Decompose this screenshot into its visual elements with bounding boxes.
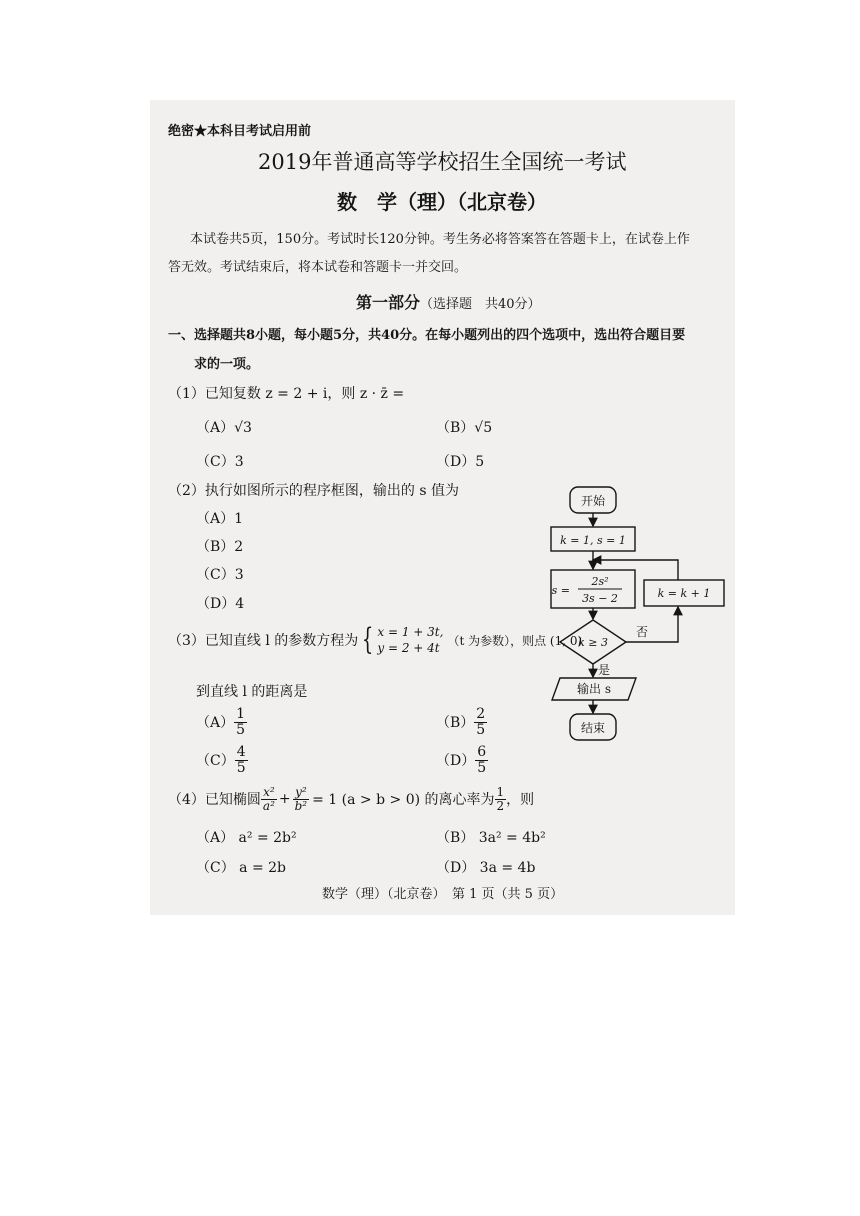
flow-assign-denominator: 3s − 2 bbox=[582, 592, 618, 605]
part-title: 第一部分 bbox=[356, 293, 421, 312]
q3-a-den: 5 bbox=[236, 721, 246, 738]
intro-line-1: 本试卷共5页，150分。考试时长120分钟。考生务必将答案答在答题卡上，在试卷上作 bbox=[190, 232, 690, 247]
q1-option-c: （C）3 bbox=[196, 454, 244, 470]
q3-suffix: （t 为参数），则点 (1, 0) bbox=[447, 633, 583, 648]
q3-b-den: 5 bbox=[476, 721, 486, 738]
q3-eq-1: x = 1 + 3t, bbox=[377, 625, 444, 639]
q3-option-a bbox=[196, 707, 247, 737]
exam-title: 2019年普通高等学校招生全国统一考试 bbox=[258, 150, 627, 174]
flow-end-label: 结束 bbox=[580, 721, 606, 735]
q2-option-b: （B）2 bbox=[196, 539, 244, 555]
flow-assign-lhs: s = bbox=[551, 584, 570, 597]
q4-stem bbox=[168, 786, 534, 812]
q3-d-label: （D） bbox=[436, 753, 476, 770]
q2-option-d: （D）4 bbox=[196, 596, 245, 612]
q3-c-label: （C） bbox=[196, 753, 235, 770]
flow-yes-label: 是 bbox=[598, 663, 611, 677]
q2-stem: （2）执行如图所示的程序框图，输出的 s 值为 bbox=[168, 483, 459, 499]
section-instructions-1: 一、选择题共8小题，每小题5分，共40分。在每小题列出的四个选项中，选出符合题目要 bbox=[168, 328, 686, 343]
section-instructions-2: 求的一项。 bbox=[194, 357, 260, 372]
q4-y-den: b² bbox=[294, 798, 308, 813]
page-footer: 数学（理）（北京卷） 第 1 页（共 5 页） bbox=[322, 887, 564, 902]
q4-option-d: （D） 3a = 4b bbox=[436, 860, 536, 876]
q4-prefix: （4）已知椭圆 bbox=[168, 792, 261, 809]
exam-subtitle: 数 学（理）（北京卷） bbox=[337, 190, 547, 214]
q1-option-a: （A）√3 bbox=[196, 420, 252, 436]
q4-e-num: 1 bbox=[496, 785, 505, 799]
intro-line-2: 答无效。考试结束后，将本试卷和答题卡一并交回。 bbox=[168, 260, 468, 275]
q1-option-b: （B）√5 bbox=[436, 420, 493, 436]
q3-c-num: 4 bbox=[236, 744, 246, 760]
q4-option-b: （B） 3a² = 4b² bbox=[436, 830, 546, 846]
q4-plus: + bbox=[278, 791, 291, 808]
q3-c-den: 5 bbox=[236, 759, 246, 776]
q3-b-num: 2 bbox=[476, 706, 486, 722]
q4-option-c: （C） a = 2b bbox=[196, 860, 287, 876]
q3-a-num: 1 bbox=[236, 706, 246, 722]
q2-option-c: （C）3 bbox=[196, 567, 244, 583]
q3-d-num: 6 bbox=[477, 744, 487, 760]
q3-option-c bbox=[196, 745, 248, 775]
flow-condition-label: k ≥ 3 bbox=[578, 636, 608, 649]
q4-tail: ，则 bbox=[506, 792, 535, 809]
flow-init-label: k = 1, s = 1 bbox=[560, 534, 626, 547]
q3-option-d bbox=[436, 745, 488, 775]
part-note: （选择题 共40分） bbox=[420, 297, 541, 312]
q3-d-den: 5 bbox=[477, 759, 487, 776]
q4-e-den: 2 bbox=[496, 798, 505, 813]
flow-no-label: 否 bbox=[636, 625, 649, 639]
flow-start-label: 开始 bbox=[580, 494, 606, 508]
q2-option-a: （A）1 bbox=[196, 511, 244, 527]
q1-option-d: （D）5 bbox=[436, 454, 485, 470]
confidential-note: 绝密★本科目考试启用前 bbox=[168, 124, 312, 139]
q3-system bbox=[377, 624, 443, 656]
q3-brace-icon: { bbox=[362, 622, 374, 658]
flow-output-label: 输出 s bbox=[577, 682, 611, 696]
q4-x-num: x² bbox=[263, 785, 275, 799]
q3-b-label: （B） bbox=[436, 715, 475, 732]
flow-increment-label: k = k + 1 bbox=[657, 587, 711, 600]
q3-line-2: 到直线 l 的距离是 bbox=[196, 684, 308, 700]
q4-option-a: （A） a² = 2b² bbox=[196, 830, 297, 846]
q4-condition: = 1 (a > b > 0) 的离心率为 bbox=[312, 792, 495, 809]
q3-option-b bbox=[436, 707, 487, 737]
flow-assign-numerator: 2s² bbox=[591, 575, 609, 588]
flowchart bbox=[540, 478, 740, 748]
q3-prefix: （3）已知直线 l 的参数方程为 bbox=[168, 633, 359, 650]
q3-a-label: （A） bbox=[196, 715, 235, 732]
q4-x-den: a² bbox=[262, 798, 275, 813]
q3-stem bbox=[168, 624, 582, 656]
q3-eq-2: y = 2 + 4t bbox=[377, 641, 440, 656]
flow-arrow-no-branch bbox=[626, 607, 678, 642]
q4-y-num: y² bbox=[295, 785, 307, 799]
q1-stem: （1）已知复数 z = 2 + i，则 z · z̄ = bbox=[168, 386, 405, 402]
part-heading bbox=[356, 290, 541, 313]
